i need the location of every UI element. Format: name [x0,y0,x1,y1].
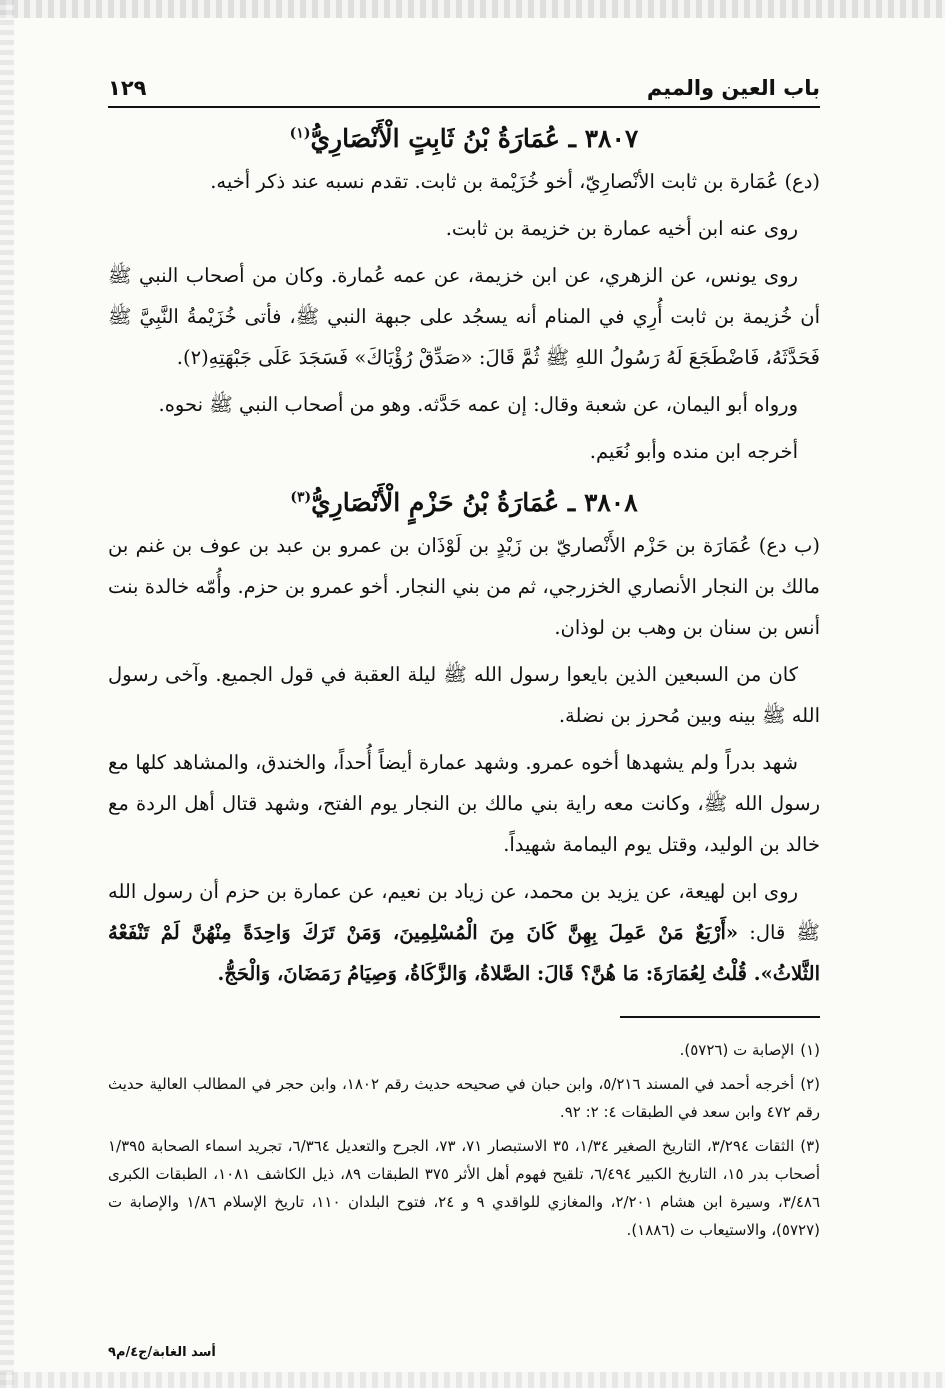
book-page [108,72,820,1250]
footnotes [108,1036,820,1244]
running-header [108,72,820,108]
entry-3808-title [108,488,820,517]
entry-3807-para-3: روى يونس، عن الزهري، عن ابن خزيمة، عن عمه عُمارة. وكان من أصحاب النبي ﷺ أن خُزيمة بن ثابت أُرِي في المنام أنه يسجُد على جبهة النبي ﷺ، فأتى خُزَيْمةُ النَّبِيَّ ﷺ فَحَدَّثَهُ، فَاضْطَجَعَ لَهُ رَسُولُ اللهِ ﷺ ثُمَّ قَالَ: «صَدِّقْ رُؤْيَاكَ» فَسَجَدَ عَلَى جَبْهَتِهِ(٢). [108,264,820,369]
chapter-title: باب العين والميم [646,76,820,100]
footnote-2-number: (٢) [800,1075,820,1093]
entry-3808-para-3: شهد بدراً ولم يشهدها أخوه عمرو. وشهد عمارة أيضاً أُحداً، والخندق، والمشاهد كلها مع رسول الله ﷺ، وكانت معه راية بني مالك بن النجار يوم الفتح، وشهد قتال أهل الردة مع خالد بن الوليد، وقتل يوم اليمامة شهيداً. [108,751,820,856]
scan-border-bottom [0,1372,945,1388]
footnote-2-text: أخرجه أحمد في المسند ٥/٢١٦، وابن حبان في صحيحه حديث رقم ١٨٠٢، وابن حجر في المطالب العالية حديث رقم ٤٧٢ وابن سعد في الطبقات ٤: ٢: ٩٢. [108,1075,820,1121]
entry-3808-para-4-text: روى ابن لهيعة، عن يزيد بن محمد، عن زياد بن نعيم، عن عمارة بن حزم أن رسول الله ﷺ قال: [108,880,820,944]
entry-3807-para-5: أخرجه ابن منده وأبو نُعَيم. [589,440,798,463]
entry-3807-para-4: ورواه أبو اليمان، عن شعبة وقال: إن عمه حَدَّثه. وهو من أصحاب النبي ﷺ نحوه. [158,393,798,416]
footnote-3-text: الثقات ٣/٢٩٤، التاريخ الصغير ١/٣٤، ٣٥ الاستبصار ٧١، ٧٣، الجرح والتعديل ٦/٣٦٤، تجريد اسماء الصحابة ١/٣٩٥ أصحاب بدر ١٥، التاريخ الكبير ٦/٤٩٤، تلقيح فهوم أهل الأثر ٣٧٥ الطبقات ٨٩، ذيل الكاشف ١٠٨١، الطبقات الكبرى ٣/٤٨٦، وسيرة ابن هشام ٢/٢٠١، والمغازي للواقدي ٩ و ٢٤، فتوح البلدان ١١٠، تاريخ الإسلام ١/٨٦ والإصابة ت (٥٧٢٧)، والاستيعاب ت (١٨٨٦). [108,1137,820,1239]
footnote-ref-3: (٣) [290,489,312,506]
scan-border-top [0,0,945,18]
entry-3808-heading: ٣٨٠٨ ـ عُمَارَةُ بْنُ حَزْمٍ الْأَنْصَارِيُّ [311,488,638,517]
entry-3807-para-1: (دع) عُمَارة بن ثابت الأنْصارِيّ، أخو خُزَيْمة بن ثابت. تقدم نسبه عند ذكر أخيه. [210,170,820,193]
entry-3807-heading: ٣٨٠٧ ـ عُمَارَةُ بْنُ ثَابِتٍ الْأَنْصَارِيُّ [310,124,639,153]
scan-border-left [0,0,14,1388]
footnote-3 [108,1132,820,1244]
entry-3807-title [108,124,820,153]
entry-3807-para-2: روى عنه ابن أخيه عمارة بن خزيمة بن ثابت. [445,217,798,240]
entry-3808-para-2: كان من السبعين الذين بايعوا رسول الله ﷺ ليلة العقبة في قول الجميع. وآخى رسول الله ﷺ بينه وبين مُحرز بن نضلة. [108,663,820,727]
footnote-3-number: (٣) [800,1137,821,1155]
source-signature: أسد الغابة/ج٤/م٩ [108,1345,216,1360]
entry-3808-para-1: (ب دع) عُمَارَة بن حَزْم الأَنْصاريّ بن زَيْدٍ بن لَوْذَان بن عمرو بن عبد بن عوف بن غنم بن مالك بن النجار الأنصاري الخزرجي، ثم من بني النجار. أخو عمرو بن حزم. وأُمّه خالدة بنت أنس بن سنان بن وهب بن لوذان. [108,534,820,639]
footnote-1-text: الإصابة ت (٥٧٢٦). [679,1041,795,1059]
footnote-ref-1: (١) [289,125,311,142]
page-number: ١٢٩ [108,76,147,100]
footnote-separator [620,1016,820,1018]
footnote-1 [108,1036,820,1064]
footnote-2 [108,1070,820,1126]
entry-3808-para-4 [108,871,820,994]
footnote-1-number: (١) [800,1041,820,1059]
hadith-quote: «أَرْبَعٌ مَنْ عَمِلَ بِهِنَّ كَانَ مِنَ الْمُسْلِمِينَ، وَمَنْ تَرَكَ وَاحِدَةً مِنْهُنَّ لَمْ تَنْفَعْهُ الثَّلاثُ». قُلْتُ لِعُمَارَةَ: مَا هُنَّ؟ قَالَ: الصَّلاةُ، وَالزَّكَاةُ، وَصِيَامُ رَمَضَانَ، وَالْحَجُّ. [108,921,820,985]
